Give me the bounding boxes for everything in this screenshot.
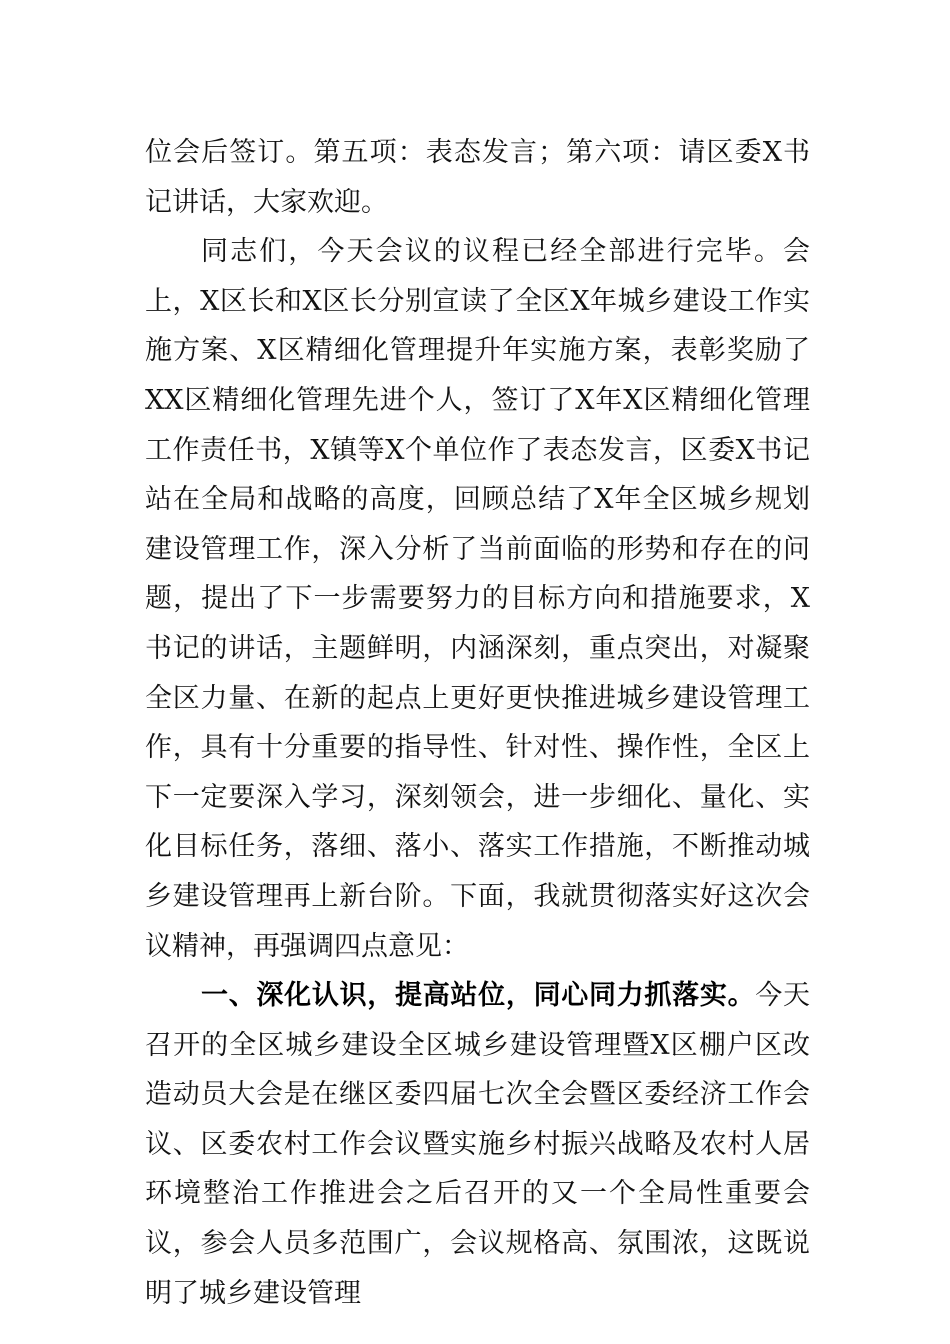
paragraph-continuation: 位会后签订。第五项：表态发言；第六项：请区委X书记讲话，大家欢迎。 xyxy=(145,137,810,218)
section-body-text: 今天召开的全区城乡建设全区城乡建设管理暨X区棚户区改造动员大会是在继区委四届七次全会暨区委经济工作会议、区委农村工作会议暨实施乡村振兴战略及农村人居环境整治工作推进会之后召开的又一个全局性重要会议，参会人员多范围广，会议规格高、氛围浓，这既说明了城乡建设管理 xyxy=(145,980,811,1309)
paragraph-section-one xyxy=(145,971,810,1318)
paragraph-meeting-summary: 同志们，今天会议的议程已经全部进行完毕。会上，X区长和X区长分别宣读了全区X年城乡建设工作实施方案、X区精细化管理提升年实施方案，表彰奖励了XX区精细化管理先进个人，签订了X年X区精细化管理工作责任书，X镇等X个单位作了表态发言，区委X书记站在全局和战略的高度，回顾总结了X年全区城乡规划建设管理工作，深入分析了当前面临的形势和存在的问题，提出了下一步需要努力的目标方向和措施要求，X书记的讲话，主题鲜明，内涵深刻，重点突出，对凝聚全区力量、在新的起点上更好更快推进城乡建设管理工作，具有十分重要的指导性、针对性、操作性，全区上下一定要深入学习，深刻领会，进一步细化、量化、实化目标任务，落细、落小、落实工作措施，不断推动城乡建设管理再上新台阶。下面，我就贯彻落实好这次会议精神，再强调四点意见： xyxy=(145,236,810,962)
section-heading: 一、深化认识，提高站位，同心同力抓落实。 xyxy=(201,980,756,1012)
document-body xyxy=(145,128,810,1318)
